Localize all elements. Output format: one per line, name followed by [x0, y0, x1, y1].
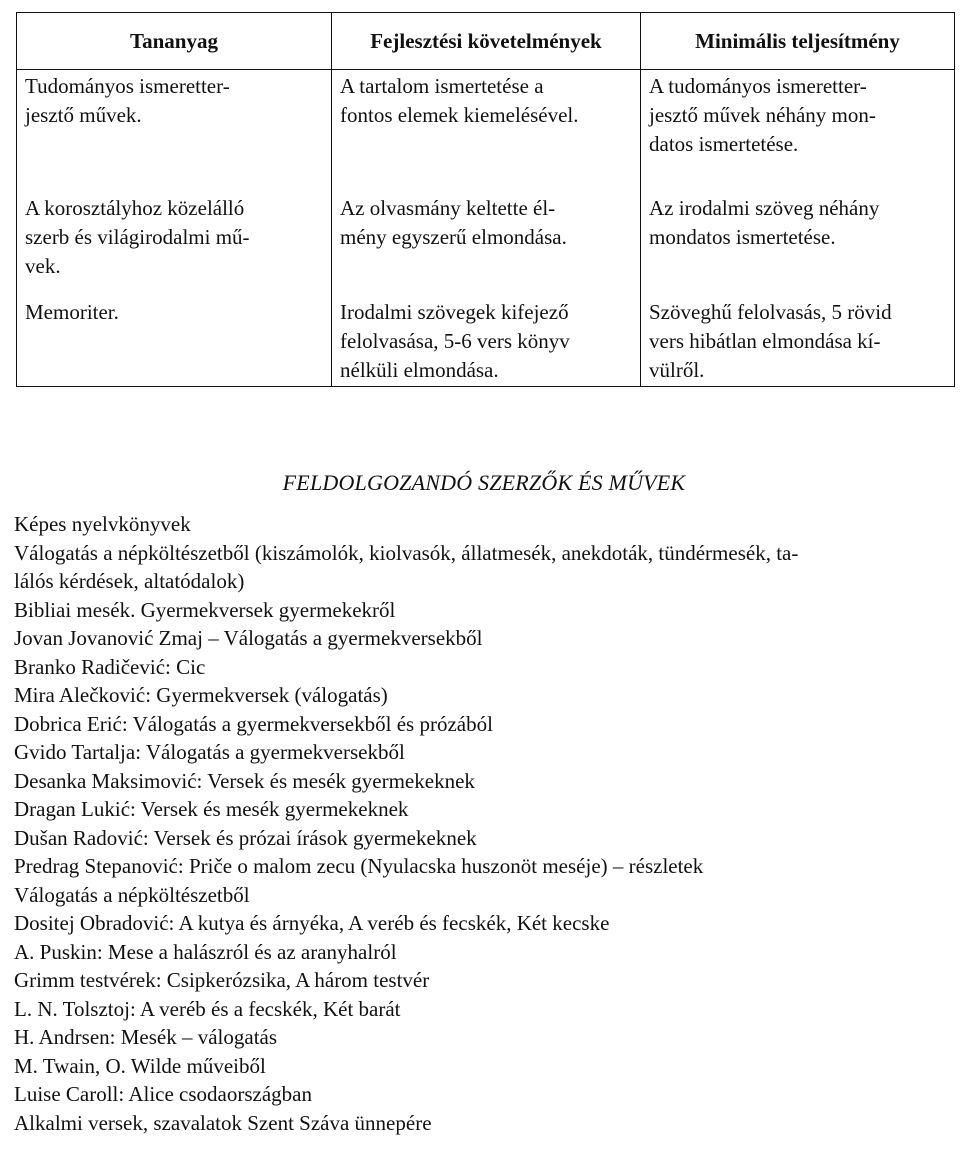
list-item: Desanka Maksimović: Versek és mesék gyermekeknek	[14, 768, 475, 793]
table-row	[17, 70, 955, 195]
list-item: L. N. Tolsztoj: A veréb és a fecskék, Két barát	[14, 996, 401, 1021]
works-list	[14, 510, 960, 1137]
table-cell: Szöveghű felolvasás, 5 rövid vers hibátlan elmondása kí- vülről.	[641, 298, 955, 387]
header-fejlesztesi-kovetelmenyek: Fejlesztési követelmények	[332, 13, 641, 70]
table-cell: A korosztályhoz közelálló szerb és világirodalmi mű- vek.	[17, 194, 332, 298]
list-item: Grimm testvérek: Csipkerózsika, A három testvér	[14, 968, 430, 992]
table-cell: Memoriter.	[17, 298, 332, 387]
table-row	[17, 194, 955, 298]
table-cell: Irodalmi szövegek kifejező felolvasása, 5-6 vers könyv nélküli elmondása.	[332, 298, 641, 387]
list-item: M. Twain, O. Wilde műveiből	[14, 1053, 266, 1078]
table-row	[17, 298, 955, 387]
list-item: Dobrica Erić: Válogatás a gyermekversekből és prózából	[14, 711, 493, 736]
list-item: Mira Alečković: Gyermekversek (válogatás)	[14, 683, 388, 707]
list-item: Dositej Obradović: A kutya és árnyéka, A veréb és fecskék, Két kecske	[14, 911, 610, 935]
header-minimalis-teljesitmeny: Minimális teljesítmény	[641, 13, 955, 70]
table-cell: Az irodalmi szöveg néhány mondatos ismertetése.	[641, 194, 955, 298]
section-title: FELDOLGOZANDÓ SZERZŐK ÉS MŰVEK	[282, 470, 686, 495]
list-item: Branko Radičević: Cic	[14, 654, 206, 679]
list-item: Válogatás a népköltészetből	[14, 882, 250, 907]
list-item: Dragan Lukić: Versek és mesék gyermekeknek	[14, 797, 409, 821]
header-tananyag: Tananyag	[17, 13, 332, 70]
list-item: Jovan Jovanović Zmaj – Válogatás a gyermekversekből	[14, 626, 483, 650]
table-cell: A tudományos ismeretter- jesztő művek néhány mon- datos ismertetése.	[641, 70, 955, 195]
list-item: Bibliai mesék. Gyermekversek gyermekekről	[14, 597, 396, 622]
list-item: Luise Caroll: Alice csodaországban	[14, 1082, 312, 1106]
list-item: Alkalmi versek, szavalatok Szent Száva ünnepére	[14, 1110, 432, 1135]
table-cell: Tudományos ismeretter- jesztő művek.	[17, 70, 332, 195]
list-item: Képes nyelvkönyvek	[14, 512, 191, 536]
list-item: Dušan Radović: Versek és prózai írások gyermekeknek	[14, 825, 477, 850]
table-cell: Az olvasmány keltette él- mény egyszerű elmondása.	[332, 194, 641, 298]
list-item: H. Andrsen: Mesék – válogatás	[14, 1025, 278, 1049]
list-item: A. Puskin: Mese a halászról és az aranyhalról	[14, 939, 397, 964]
list-item: Válogatás a népköltészetből (kiszámolók, kiolvasók, állatmesék, anekdoták, tündérmesék, ta- lálós kérdések, altatódalok)	[14, 540, 799, 593]
table-cell: A tartalom ismertetése a fontos elemek kiemelésével.	[332, 70, 641, 195]
list-item: Gvido Tartalja: Válogatás a gyermekversekből	[14, 740, 405, 764]
table-header-row	[17, 13, 955, 70]
curriculum-table	[16, 12, 955, 387]
list-item: Predrag Stepanović: Priče o malom zecu (Nyulacska huszonöt meséje) – részletek	[14, 854, 704, 878]
